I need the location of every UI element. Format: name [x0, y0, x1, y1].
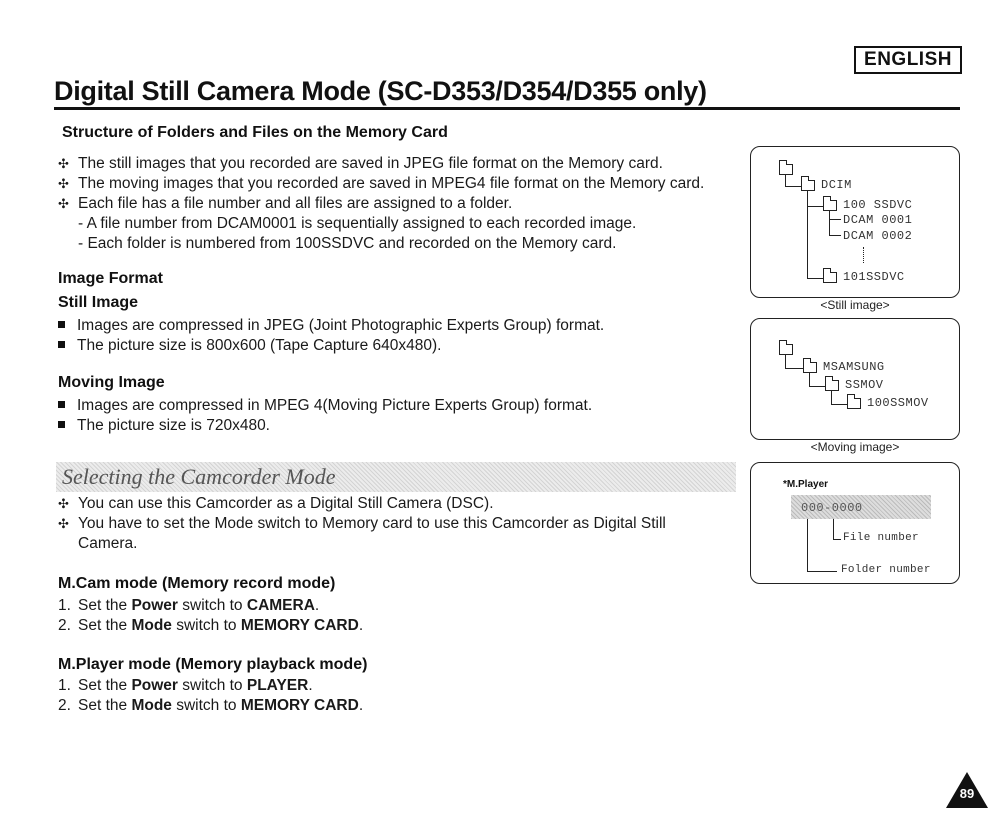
structure-bullet: ✣ The moving images that you recorded are saved in MPEG4 file format on the Memory card. [58, 175, 705, 192]
tree-line [785, 354, 786, 368]
step-item: 1. Set the Power switch to CAMERA. [58, 597, 320, 614]
mplayer-heading: M.Player mode (Memory playback mode) [58, 656, 368, 673]
moving-image-caption: <Moving image> [810, 440, 900, 454]
language-badge: ENGLISH [854, 46, 962, 74]
tree-line [829, 219, 841, 220]
step-item: 2. Set the Mode switch to MEMORY CARD. [58, 697, 364, 714]
tree-line [829, 210, 830, 235]
list-item: Images are compressed in MPEG 4(Moving Picture Experts Group) format. [58, 396, 592, 416]
ssmov-label: SSMOV [845, 378, 884, 392]
structure-bullet: ✣ The still images that you recorded are saved in JPEG file format on the Memory card. [58, 155, 663, 172]
structure-subitem: - A file number from DCAM0001 is sequentially assigned to each recorded image. [78, 215, 637, 232]
selecting-bullet-cont: Camera. [78, 535, 138, 552]
msamsung-label: MSAMSUNG [823, 360, 885, 374]
tree-line [807, 278, 823, 279]
still-image-heading: Still Image [58, 294, 139, 311]
section-title: Selecting the Camcorder Mode [62, 464, 336, 489]
image-format-heading: Image Format [58, 270, 163, 287]
pointer-line [807, 519, 808, 571]
pointer-line [807, 571, 837, 572]
tree-ellipsis [863, 247, 864, 263]
square-bullet-icon [58, 341, 65, 348]
tree-line [785, 186, 801, 187]
bullet-icon: ✣ [58, 196, 69, 211]
square-bullet-icon [58, 401, 65, 408]
page-number-badge [944, 770, 990, 810]
file-dcam0002-label: DCAM 0002 [843, 229, 913, 243]
pointer-line [833, 519, 834, 539]
list-item: The picture size is 800x600 (Tape Capture 640x480). [58, 336, 441, 356]
step-item: 1. Set the Power switch to PLAYER. [58, 677, 313, 694]
still-image-diagram [750, 146, 960, 298]
mcam-heading: M.Cam mode (Memory record mode) [58, 575, 336, 592]
tree-line [831, 404, 847, 405]
root-folder-icon [779, 164, 793, 175]
folder-101ssdvc-label: 101SSDVC [843, 270, 905, 284]
structure-bullet: ✣ Each file has a file number and all files are assigned to a folder. [58, 195, 513, 212]
mplayer-diagram [750, 462, 960, 584]
structure-heading: Structure of Folders and Files on the Memory Card [62, 124, 448, 141]
structure-subitem: - Each folder is numbered from 100SSDVC and recorded on the Memory card. [78, 235, 617, 252]
tree-line [809, 386, 825, 387]
tree-line [785, 174, 786, 186]
pointer-line [833, 539, 841, 540]
title-divider [54, 107, 960, 110]
selecting-bullet: ✣ You have to set the Mode switch to Memory card to use this Camcorder as Digital Still [58, 515, 666, 532]
file-number-label: File number [843, 532, 919, 544]
tree-line [807, 206, 823, 207]
folder-icon [823, 272, 837, 283]
folder-100ssmov-label: 100SSMOV [867, 396, 929, 410]
bullet-icon: ✣ [58, 496, 69, 511]
tree-line [809, 372, 810, 386]
tree-line [829, 235, 841, 236]
tree-line [785, 368, 803, 369]
bullet-icon: ✣ [58, 516, 69, 531]
square-bullet-icon [58, 421, 65, 428]
bullet-icon: ✣ [58, 156, 69, 171]
folder-icon [823, 200, 837, 211]
folder-number-label: Folder number [841, 564, 931, 576]
folder-100ssdvc-label: 100 SSDVC [843, 198, 913, 212]
bullet-icon: ✣ [58, 176, 69, 191]
root-folder-icon [779, 344, 793, 355]
folder-icon [847, 398, 861, 409]
step-item: 2. Set the Mode switch to MEMORY CARD. [58, 617, 364, 634]
mplayer-label: *M.Player [783, 479, 829, 490]
still-image-caption: <Still image> [820, 298, 890, 312]
ssmov-folder-icon [825, 380, 839, 391]
file-dcam0001-label: DCAM 0001 [843, 213, 913, 227]
moving-image-diagram [750, 318, 960, 440]
selecting-bullet: ✣ You can use this Camcorder as a Digital Still Camera (DSC). [58, 495, 494, 512]
list-item: Images are compressed in JPEG (Joint Photographic Experts Group) format. [58, 316, 604, 336]
dcim-label: DCIM [821, 178, 852, 192]
page-number: 89 [959, 786, 975, 801]
square-bullet-icon [58, 321, 65, 328]
tree-line [831, 390, 832, 404]
tree-line [807, 190, 808, 278]
file-number-value: 000-0000 [801, 501, 863, 515]
dcim-folder-icon [801, 180, 815, 191]
msamsung-folder-icon [803, 362, 817, 373]
page-title: Digital Still Camera Mode (SC-D353/D354/D355 only) [54, 76, 707, 106]
list-item: The picture size is 720x480. [58, 416, 270, 436]
moving-image-heading: Moving Image [58, 374, 165, 391]
